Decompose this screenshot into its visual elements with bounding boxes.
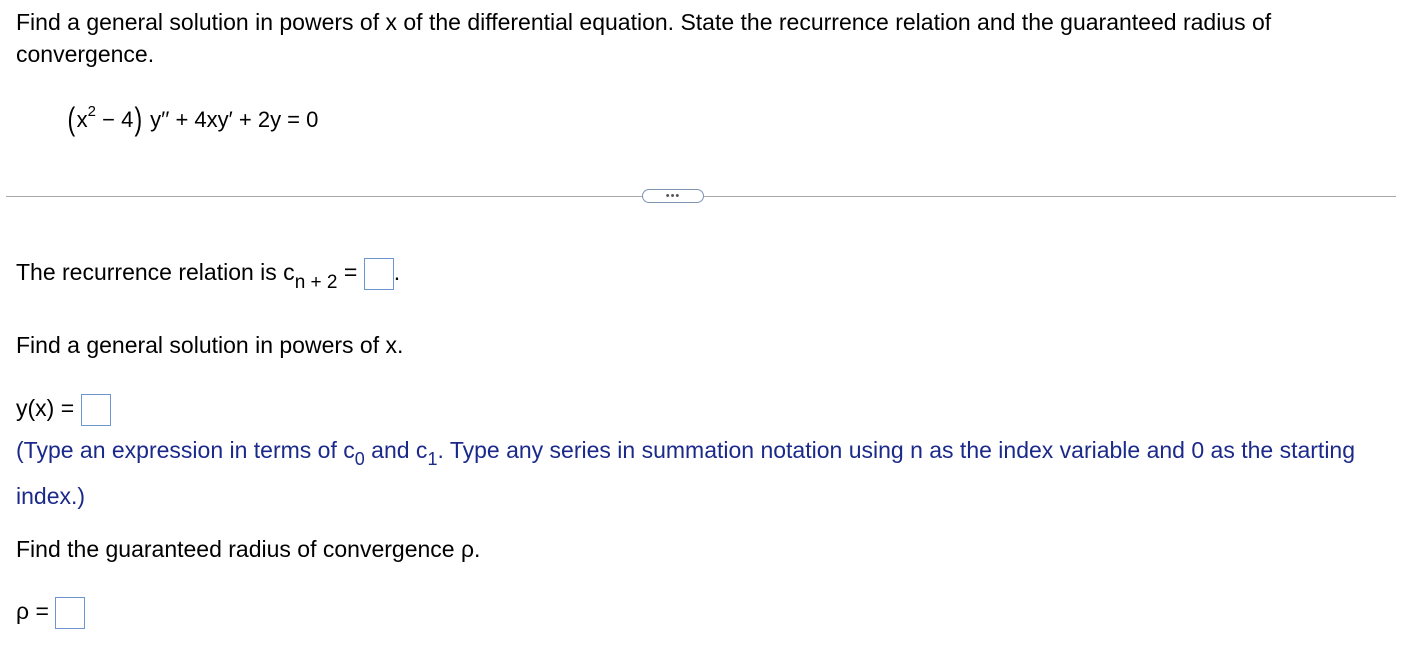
equation-exponent: 2 <box>87 103 96 120</box>
question-prompt <box>16 6 1376 70</box>
question-text: Find a general solution in powers of x of the differential equation. State the recurrence relation and the guaranteed radius of convergence. <box>16 9 1272 67</box>
radius-lhs: ρ = <box>16 598 56 625</box>
input-hint <box>16 428 1386 518</box>
equation-minus-four: − 4 <box>96 107 134 132</box>
differential-equation <box>66 102 318 140</box>
recurrence-period: . <box>393 259 401 286</box>
general-solution-instruction <box>16 332 403 359</box>
general-solution-answer-box[interactable] <box>81 394 111 426</box>
hint-subscript-1: 1 <box>427 449 438 469</box>
hint-part2: and c <box>364 437 428 463</box>
equation-close-paren: ) <box>134 101 143 137</box>
radius-instruction-text: Find the guaranteed radius of convergence ρ. <box>16 536 481 562</box>
equation-rest: y′′ + 4xy′ + 2y = 0 <box>143 107 319 132</box>
hint-part3: . Type any series in summation notation using n as the index variable and 0 as the starting index.) <box>16 437 1356 509</box>
recurrence-relation-line <box>16 258 401 294</box>
hint-part1: (Type an expression in terms of c <box>16 437 355 463</box>
general-solution-instruction-text: Find a general solution in powers of x. <box>16 332 404 358</box>
radius-instruction <box>16 536 480 563</box>
equation-open-paren: ( <box>67 101 76 137</box>
recurrence-subscript: n + 2 <box>294 272 338 294</box>
general-solution-line <box>16 394 111 426</box>
recurrence-prefix: The recurrence relation is c <box>16 259 295 286</box>
ellipsis-icon: ••• <box>665 189 681 202</box>
radius-line <box>16 597 85 629</box>
radius-answer-box[interactable] <box>55 597 85 629</box>
hint-subscript-0: 0 <box>354 449 365 469</box>
recurrence-equals: = <box>337 259 364 286</box>
equation-x: x <box>76 107 88 132</box>
general-solution-lhs: y(x) = <box>16 395 81 422</box>
more-options-button[interactable] <box>642 189 704 203</box>
recurrence-answer-box[interactable] <box>364 258 394 290</box>
